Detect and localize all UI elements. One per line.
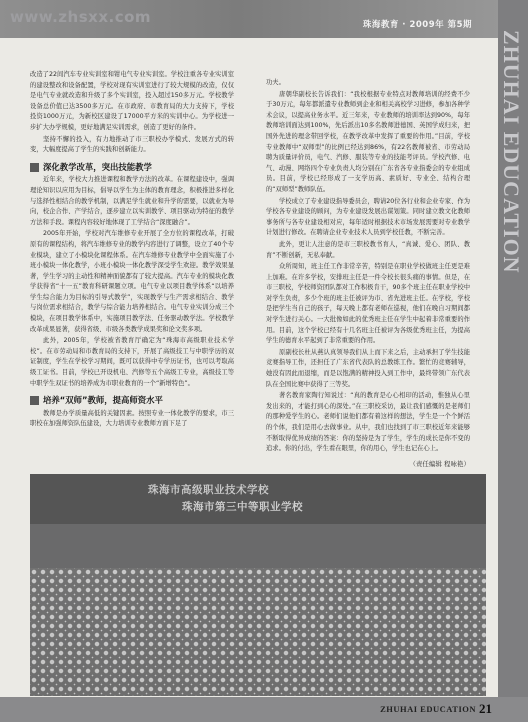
section-heading [30, 162, 234, 173]
paragraph: 教师是办学质量高低的关键因素。按照专业一体化教学的要求，市三职校在加强师资队伍建设，大力培训专业教师方面下足了 [30, 409, 234, 428]
page-number: 21 [479, 701, 492, 716]
paragraph: 学校成立了专业建设指导委员会，聘请20位各行业和企业专家、作为学校各专业建设的顾问，为专业建设发展出谋划策。同时建立教文化教师事务所与各专业建设相对应，每年适时根据技术市场发展需要对专业教学计划进行修改。在聘请企业专业技术人员到学校任教，不断完善。 [266, 197, 470, 237]
banner-line-1: 珠海市高级职业技术学校 [148, 484, 269, 496]
article-left-column [30, 70, 234, 431]
page-header [0, 0, 528, 38]
section-heading [30, 395, 234, 406]
editor-credit: （责任编辑 程咏艳） [409, 459, 470, 468]
paragraph: 功夫。 [266, 79, 285, 86]
side-band [498, 0, 528, 722]
photo-banner [30, 474, 486, 524]
page-footer [0, 697, 528, 722]
heading-square-icon [30, 396, 39, 405]
magazine-title: 珠海教育 · 2009年 第5期 [362, 20, 472, 30]
paragraph: 原副校长杜从燕认真领导我们从上而下来之后，主动承担了学生技能竞赛指导工作，还担任了广东省代表队的总教练工作。繁忙的竞赛辅导，她没有因此而退缩，而是以饱满的精神投入到工作中，最终带领广东代表队在全国比赛中获得了三等奖。 [266, 348, 470, 388]
paragraph: 坚持不懈的投入，有力地推动了市三职校办学模式、发展方式的转变，大幅度提高了学生的实践和创新能力。 [30, 135, 234, 154]
footer-label: ZHUHAI EDUCATION [380, 704, 476, 714]
event-photo [30, 474, 486, 696]
article-right-column [266, 78, 470, 469]
photo-stage [30, 524, 486, 568]
section-heading-text: 深化教学改革，突出技能教学 [43, 161, 152, 172]
paragraph: 改造了22间汽车专业实训室和钳电气专业实训室。学校注重各专业实训室的建设整改和设备配置，学校对现有实训室进行了较大规模的改造，仅仅是电气专业就改造和升级了多个实训室，投入超过150多万元。学校教学设备总价值已达3500多万元。在市政府、市教育局的大力支持下，学校投资1000万元，为新校区建设了17000平方米的实训中心。为学校进一步扩大办学规模，更好地满足实训需求，创造了更好的条件。 [30, 71, 234, 131]
section-heading-text: 培养“双师”教师，提高师资水平 [43, 395, 163, 406]
paragraph: 著名教育家陶行知说过：“真的教育是心心相印的活动，惟独从心里发出来的，才能打到心的深处。”在三职校采访，最让我们感慨的是老师们的那种爱学生的心。老师们说他们都有着这样的想法，学生是一个个鲜活的个体，我们是用心去做事业。从中，我们也找到了市三职校近年来能够不断取得优异成绩的答案：你的坚持是为了学生，学生的成长是你不变的追求。你的付出，学生看在眼里，你的用心，学生也记在心上。 [266, 392, 470, 453]
photo-audience [30, 568, 486, 696]
paragraph: 众所周知，班主任工作非常辛苦，特别是在职业学校做班主任更是难上加难。在许多学校，安排班主任是一件令校长很头痛的事情。但是，在市三职校，学校师资团队都对工作积极肯干，90多个班主任在职业学校中对学生负责，多少个班的班主任被评为市、省先进班主任。在学校，学校是把学生当自己的孩子，每天晚上都有老师在巡视，他们在晚自习期间都对学生进行关心。一大批像如此的优秀班主任在学生中起着非常重要的作用。目前，这个学校已经有十几名班主任被评为各级优秀班主任，为提高学生的德育水平起到了非常重要的作用。 [266, 263, 470, 345]
watermark: www.zhsxx.com [10, 8, 152, 26]
paragraph: 2005年开始，学校对汽车维修专业开展了全方位的课程改革，打破原有的课程结构，将汽车维修专业的教学内容进行了调整，设立了40个专业模块，建立了小模块化课程体系。在汽车维修专业教学中全面实施了小班小模块一体化教学，小班小模块一体化教学深受学生欢迎。教学效果显著，学生学习的主动性和精神面貌都有了较大提高。汽车专业的模块化教学获得省“十一五”教育科研课题立项。电气专业以项目教学体系“以培养学生综合能力为目标的引导式教学”，实现教学与生产需求相结合、教学与岗位需求相结合，教学与综合能力培养相结合。电气专业实训分成三个模块，在项目教学体系中，实施项目教学法、任务驱动教学法。学校教学改革成果显著，获得省级、市级各类教学成果奖和论文奖多项。 [30, 230, 234, 333]
paragraph: 近年来，学校大力推进课程和教学方法的改革。在课程建设中，强调理论知识以应用为目标，倡导以学生为主体的教育理念，积极推进多样化与选择性相结合的教学机制，以满足学生就业和升学的需要，以就业为导向，校企合作、产学结合，逐步建立以实训教学、项目驱动为特征的教学方法和手段。课程内容较好地体现了工学结合“深度融合”。 [30, 176, 234, 226]
sidebar-vertical-title: ZHUHAI EDUCATION [499, 30, 524, 274]
paragraph: 唐朝华副校长告诉我们：“我校根据专业特点对教师培训的经费不少于30万元，每年都派遣专业教师到企业和相关高校学习进修，参加各种学术会议，以提高业务水平。近三年来，专业教师的培训率达到90%，每年教师培训面达到100%，先后派出10多名教师进德国、英国学成归来，把国外先进的理念带回学校，在教学改革中发挥了重要的作用。”目前，学校专业教师中“双师型”的比例已经达到86%，有22名教师被省、市劳动局聘为质量评价员，电气、汽修、服装等专业的技能考评员。学校汽修、电气、动漫、网络四个专业负责人均分别在广东省各专业指委会的专业组成员。目前，学校已经形成了一支学历高、素质好、专业全、结构合理的“双师型”教师队伍。 [266, 90, 470, 193]
paragraph: 此外，更让人注意的是市三职校教书育人，“真诚、爱心、团队、教育”不断创新，无私奉献。 [266, 240, 470, 259]
banner-line-2: 珠海市第三中等职业学校 [182, 501, 303, 513]
heading-square-icon [30, 163, 39, 172]
paragraph: 此外，2005年，学校被省教育厅确定为“珠海市高级职业技术学校”。在市劳动局和市教育局的支持下，开展了高级技工与中职学历的双证制度，学生在学校学习期间，既可以获得中专学历证书，也可以考取高级工证书。目前，学校已开设机电、汽修等五个高级工专业，高级技工等中职学生双证书的培养成为市职业教育的一个“新增特色”。 [30, 337, 234, 387]
